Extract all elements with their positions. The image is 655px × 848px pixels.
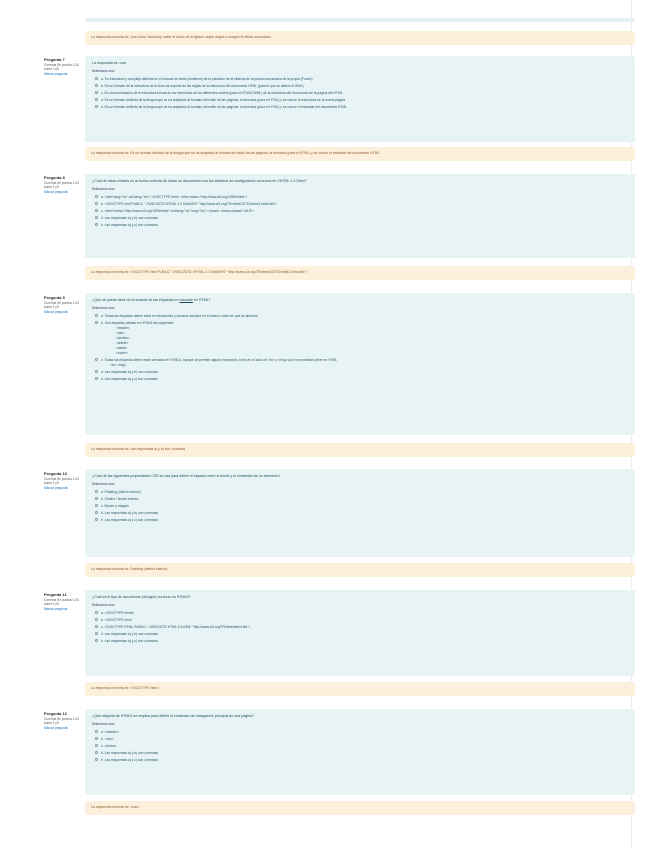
feedback-box <box>85 801 635 815</box>
radio-button[interactable] <box>95 105 98 108</box>
answer-option[interactable] <box>92 221 628 228</box>
answer-prompt: Seleccione una: <box>92 722 115 727</box>
option-label: d. Las respuestas a) y b) son correctas <box>101 510 158 515</box>
option-label: c. Border y margen <box>101 503 130 508</box>
option-label: d. Es un formato definido de la lengua que se ha adaptado al formato del estilo de las páginas, la formatos (para el HTML) y se usa en la estructura de la nueva página <box>101 97 346 102</box>
radio-button[interactable] <box>95 77 98 80</box>
question-number: Pregunta 12 <box>44 711 67 716</box>
radio-button[interactable] <box>95 511 98 514</box>
question-score: Se puntúa 1,00 sobre 1,00 <box>44 180 79 190</box>
question-number: Pregunta 7 <box>44 57 65 62</box>
radio-button[interactable] <box>95 730 98 733</box>
radio-button[interactable] <box>95 84 98 87</box>
feedback-previous <box>85 31 635 45</box>
option-label: a. <!DOCTYPE html5> <box>101 610 135 615</box>
question-text: ¿Cuál de estas sintaxis es la forma correcta de iniciar un documento con los atributos de configuración correctos en XHTML 1.0 Strict? <box>92 179 307 183</box>
answer-option[interactable] <box>92 488 628 495</box>
answer-prompt: Seleccione una: <box>92 187 115 192</box>
answer-option[interactable] <box>92 356 628 363</box>
radio-button[interactable] <box>95 504 98 507</box>
option-label: e. Las respuestas a) y c) son correctas <box>101 638 158 643</box>
option-label: e. Las respuestas a) y c) son correctas <box>101 757 158 762</box>
feedback-text: La respuesta correcta es: <nav> <box>91 805 140 809</box>
question-text: ¿Cuál de las siguientes propiedades CSS se usa para definir el espacio entre el borde y el contenido de un elemento? <box>92 474 281 478</box>
option-label: b. <!DOCTYPE html> <box>101 617 133 622</box>
radio-button[interactable] <box>95 751 98 754</box>
question-text <box>92 298 628 302</box>
flag-question-link[interactable]: Marcar pregunta <box>44 71 68 76</box>
question-score: Se puntúa 1,00 sobre 1,00 <box>44 62 79 72</box>
question-text: ¿Qué etiqueta de HTML5 se emplea para definir el contenido de navegación principal de una página? <box>92 714 255 718</box>
option-label: e. Las respuestas a) y c) son correctas <box>101 222 158 227</box>
radio-button[interactable] <box>95 632 98 635</box>
question-text-link: cascade <box>179 298 193 302</box>
question-info <box>44 176 80 194</box>
answer-option[interactable] <box>92 207 628 214</box>
option-label: c. Todas las etiquetas deben estar cerradas en HTML5, aunque se permite alguna excepción, como en el caso de <br> y <img> que no necesitan cierre en HTML <box>101 357 338 362</box>
radio-button[interactable] <box>95 202 98 205</box>
code-line: <nav> <box>116 331 125 336</box>
radio-button[interactable] <box>95 98 98 101</box>
question-info <box>44 712 80 730</box>
radio-button[interactable] <box>95 611 98 614</box>
question-number: Pregunta 9 <box>44 295 65 300</box>
answer-prompt: Seleccione una: <box>92 482 115 487</box>
option-label: d. Las respuestas a) y b) son correctas <box>101 215 158 220</box>
answer-option[interactable] <box>92 509 628 516</box>
radio-button[interactable] <box>95 377 98 380</box>
question-card <box>85 469 635 557</box>
feedback-text: La respuesta correcta es: <!DOCTYPE html> <box>91 686 159 690</box>
question-score: Se puntúa 1,00 sobre 1,00 <box>44 716 79 726</box>
radio-button[interactable] <box>95 195 98 198</box>
option-label: b. Outline / Borde exterior <box>101 496 139 501</box>
question-number: Pregunta 10 <box>44 471 67 476</box>
previous-card-edge <box>85 18 635 22</box>
radio-button[interactable] <box>95 370 98 373</box>
option-label: d. Las respuestas a) y b) son correctas <box>101 631 158 636</box>
answer-option[interactable] <box>92 214 628 221</box>
question-status: Correcta <box>44 62 57 67</box>
option-label: b. Son etiquetas válidas en HTML5 las siguientes: <box>101 320 175 325</box>
question-card <box>85 709 635 795</box>
radio-button[interactable] <box>95 758 98 761</box>
option-label: d. Las respuestas a) y b) son correctas <box>101 369 158 374</box>
answer-option[interactable] <box>92 756 628 763</box>
code-line: <aside> <box>116 346 128 351</box>
answer-option[interactable] <box>92 82 628 89</box>
option-label: d. Las respuestas a) y b) son correctas <box>101 750 158 755</box>
feedback-box <box>85 563 635 577</box>
feedback-text: La respuesta correcta es: Las respuestas a) y b) son correctas <box>91 447 186 451</box>
answer-option[interactable] <box>92 89 628 96</box>
flag-question-link[interactable]: Marcar pregunta <box>44 485 68 490</box>
answer-option[interactable] <box>92 735 628 742</box>
radio-button[interactable] <box>95 358 98 361</box>
question-score: Se puntúa 1,00 sobre 1,00 <box>44 300 79 310</box>
question-status: Correcta <box>44 716 57 721</box>
option-label: c. <menu> <box>101 743 117 748</box>
option-label: a. Su estructura y compleja definida en el manual de estilo (sentence) de la precisión de el sistema de la prueba secundaria de la propia (Forum) <box>101 76 313 81</box>
flag-question-link[interactable]: Marcar pregunta <box>44 309 68 314</box>
answer-prompt: Seleccione una: <box>92 603 115 608</box>
feedback-box <box>85 443 635 457</box>
option-label: a. Padding (relleno interior) <box>101 489 141 494</box>
option-label: a. <html lang="es" xml:lang="es"> <!DOCTYPE html> <html xmlns="http://www.w3.org/1999/xhtml"> <box>101 194 248 199</box>
code-line: <header> <box>116 326 130 331</box>
question-status: Correcta <box>44 476 57 481</box>
question-status: Correcta <box>44 597 57 602</box>
answer-option[interactable] <box>92 749 628 756</box>
radio-button[interactable] <box>95 314 98 317</box>
answer-option[interactable] <box>92 728 628 735</box>
radio-button[interactable] <box>95 223 98 226</box>
radio-button[interactable] <box>95 497 98 500</box>
answer-option[interactable] <box>92 193 628 200</box>
question-number: Pregunta 8 <box>44 175 65 180</box>
answer-option[interactable] <box>92 637 628 644</box>
option-label: b. <nav> <box>101 736 114 741</box>
option-label: c. Es una información de la estructura formal de los elementos de los diferentes niveles (para el HTML5-WML) de la estructura del documento de la página del HTML <box>101 90 343 95</box>
option-label: e. Es un formato definido de la lengua que se ha adaptado al formato del estilo de las páginas, la formatos (para el HTML) y se usa en el estándar del documento HTML <box>101 104 347 109</box>
option-label: a. <header> <box>101 729 119 734</box>
radio-button[interactable] <box>95 321 98 324</box>
answer-option[interactable] <box>92 96 628 103</box>
radio-button[interactable] <box>95 490 98 493</box>
feedback-box <box>85 682 635 696</box>
radio-button[interactable] <box>95 639 98 642</box>
answer-option[interactable] <box>92 75 628 82</box>
answer-prompt: Seleccione una: <box>92 306 115 311</box>
answer-option[interactable] <box>92 609 628 616</box>
question-card <box>85 174 635 258</box>
answer-option[interactable] <box>92 312 628 319</box>
answer-option[interactable] <box>92 516 628 523</box>
question-info <box>44 58 80 76</box>
option-label: e. Las respuestas a) y c) son correctas <box>101 376 158 381</box>
flag-question-link[interactable]: Marcar pregunta <box>44 725 68 730</box>
radio-button[interactable] <box>95 737 98 740</box>
question-text: ¿Cuál es el tipo de documento (doctype) correcto en HTML5? <box>92 595 191 599</box>
question-card <box>85 590 635 676</box>
question-info <box>44 296 80 314</box>
answer-option[interactable] <box>92 742 628 749</box>
radio-button[interactable] <box>95 216 98 219</box>
option-label: b. <!DOCTYPE html PUBLIC "-//W3C//DTD XHTML 1.0 Strict//EN" "http://www.w3.org/TR/xhtml1/DTD/xhtml1-strict.dtd"> <box>101 201 277 206</box>
question-card <box>85 293 635 435</box>
question-status: Correcta <box>44 180 57 185</box>
radio-button[interactable] <box>95 91 98 94</box>
question-score: Se puntúa 1,00 sobre 1,00 <box>44 476 79 486</box>
answer-option[interactable] <box>92 103 628 110</box>
question-text-part: ¿Qué se puede decir de la sintaxis de las etiquetas en <box>92 298 180 302</box>
radio-button[interactable] <box>95 744 98 747</box>
option-label: c. <html xmlns="http://www.w3.org/1999/xhtml" xml:lang="es" lang="es"> <head> <meta charset="utf-8"> <box>101 208 255 213</box>
question-info <box>44 472 80 490</box>
question-number: Pregunta 11 <box>44 592 67 597</box>
option-label: a. Todas las etiquetas deben estar en minúsculas y cerrarse siempre en el mismo orden en que se abrieron <box>101 313 258 318</box>
feedback-box <box>85 266 635 280</box>
answer-prompt: Seleccione una: <box>92 69 115 74</box>
answer-option[interactable] <box>92 375 628 382</box>
answer-option[interactable] <box>92 319 628 326</box>
feedback-text: La respuesta correcta es: <!DOCTYPE html PUBLIC "-//W3C//DTD XHTML 1.0 Strict//EN" "http://www.w3.org/TR/xhtml1/DTD/xhtml1-strict.dtd"> <box>91 270 308 274</box>
answer-option[interactable] <box>92 502 628 509</box>
code-line: <footer> <box>116 351 128 356</box>
code-line: <br> <img> <box>110 363 127 368</box>
question-card <box>85 56 635 142</box>
radio-button[interactable] <box>95 618 98 621</box>
code-line: <section> <box>116 336 130 341</box>
question-status: Correcta <box>44 300 57 305</box>
answer-option[interactable] <box>92 368 628 375</box>
feedback-box <box>85 147 635 161</box>
question-info <box>44 593 80 611</box>
radio-button[interactable] <box>95 518 98 521</box>
answer-option[interactable] <box>92 623 628 630</box>
answer-option[interactable] <box>92 495 628 502</box>
question-text-part: en HTML? <box>192 298 211 302</box>
question-text: La respuesta es: una <box>92 61 126 65</box>
question-score: Se puntúa 1,00 sobre 1,00 <box>44 597 79 607</box>
feedback-text: La respuesta correcta es: Es un formato definido de la lengua que se ha adaptado al formato del estilo de las páginas, la formatos (para el HTML) y se usa en el estándar del documento HTML <box>91 151 380 155</box>
feedback-text: La respuesta correcta es: Padding (relleno interior) <box>91 567 168 571</box>
answer-option[interactable] <box>92 616 628 623</box>
flag-question-link[interactable]: Marcar pregunta <box>44 189 68 194</box>
radio-button[interactable] <box>95 209 98 212</box>
code-line: <article> <box>116 341 129 346</box>
radio-button[interactable] <box>95 625 98 628</box>
answer-option[interactable] <box>92 200 628 207</box>
option-label: b. Es un formato de la estructura de la línea de soporte de las reglas de la estructura del documento HTML (para el que se definió el WML) <box>101 83 304 88</box>
option-label: c. <!DOCTYPE HTML PUBLIC "-//W3C//DTD HTML 4.01//EN" "http://www.w3.org/TR/html4/strict.dtd"> <box>101 624 251 629</box>
option-label: e. Las respuestas a) y c) son correctas <box>101 517 158 522</box>
answer-option[interactable] <box>92 630 628 637</box>
flag-question-link[interactable]: Marcar pregunta <box>44 606 68 611</box>
feedback-text: La respuesta correcta es: Que cubra 'doctoring' saber el modo de la ligaron según dagas a margen el efecto secundario <box>91 35 271 39</box>
